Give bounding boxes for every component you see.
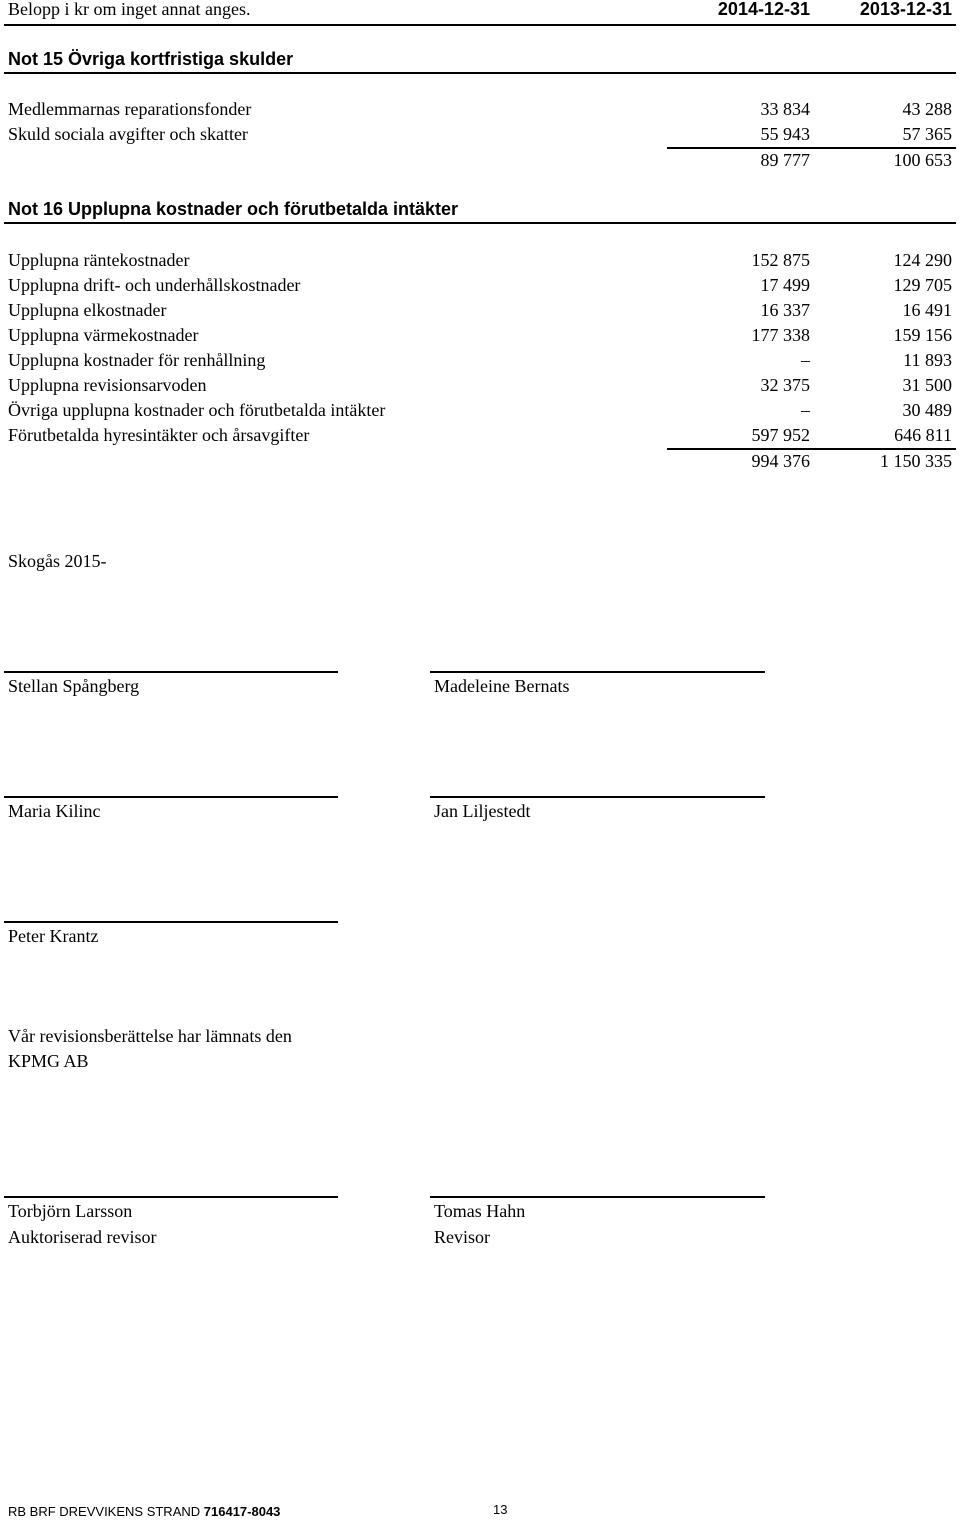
row-label: Upplupna räntekostnader: [8, 250, 190, 270]
footer-company: [8, 1504, 280, 1519]
column-header-2014: 2014-12-31: [717, 0, 810, 19]
signature-line: [430, 1196, 765, 1198]
row-label: Medlemmarnas reparationsfonder: [8, 99, 252, 119]
row-label: Förutbetalda hyresintäkter och årsavgifter: [8, 425, 310, 445]
row-value-2013: 129 705: [893, 275, 952, 295]
place-date: Skogås 2015-: [8, 551, 107, 571]
auditor-title: Revisor: [434, 1227, 490, 1247]
signatory-name: Jan Liljestedt: [434, 801, 531, 821]
row-value-2014: 17 499: [760, 275, 810, 295]
row-value-2013: 124 290: [893, 250, 952, 270]
row-value-2014: 33 834: [760, 99, 810, 119]
note16-title: Not 16 Upplupna kostnader och förutbetalda intäkter: [8, 199, 459, 219]
row-value-2014: 597 952: [751, 425, 810, 445]
row-label: Upplupna elkostnader: [8, 300, 167, 320]
signature-line: [4, 796, 338, 798]
footer-org-number: 716417-8043: [203, 1504, 281, 1519]
signature-line: [430, 671, 765, 673]
note16-total-2013: 1 150 335: [880, 451, 952, 471]
auditor-title: Auktoriserad revisor: [8, 1227, 157, 1247]
signature-line: [4, 1196, 338, 1198]
row-label: Upplupna värmekostnader: [8, 325, 199, 345]
header-rule: [4, 24, 956, 26]
note16-total-2014: 994 376: [751, 451, 810, 471]
auditor-name: Torbjörn Larsson: [8, 1201, 133, 1221]
row-value-2013: 30 489: [902, 400, 952, 420]
signatory-name: Madeleine Bernats: [434, 676, 570, 696]
row-value-2014: –: [801, 400, 810, 420]
row-value-2013: 16 491: [902, 300, 952, 320]
row-label: Skuld sociala avgifter och skatter: [8, 124, 248, 144]
row-value-2013: 31 500: [902, 375, 952, 395]
amount-note: Belopp i kr om inget annat anges.: [8, 0, 251, 19]
note15-total-2013: 100 653: [893, 150, 952, 170]
row-label: Upplupna revisionsarvoden: [8, 375, 207, 395]
column-header-2013: 2013-12-31: [859, 0, 952, 19]
signature-line: [430, 796, 765, 798]
row-value-2013: 11 893: [903, 350, 952, 370]
auditor-name: Tomas Hahn: [434, 1201, 526, 1221]
signatory-name: Stellan Spångberg: [8, 676, 140, 696]
audit-statement: Vår revisionsberättelse har lämnats den: [8, 1026, 292, 1046]
row-value-2013: 646 811: [894, 425, 952, 445]
row-value-2014: 152 875: [751, 250, 810, 270]
row-value-2013: 43 288: [902, 99, 952, 119]
row-label: Övriga upplupna kostnader och förutbetalda intäkter: [8, 400, 386, 420]
row-value-2014: 177 338: [751, 325, 810, 345]
signature-line: [4, 921, 338, 923]
row-value-2013: 57 365: [902, 124, 952, 144]
note15-total-2014: 89 777: [760, 150, 810, 170]
note15-title-rule: [4, 72, 956, 74]
row-value-2014: –: [801, 350, 810, 370]
audit-firm: KPMG AB: [8, 1051, 89, 1071]
row-value-2014: 32 375: [760, 375, 810, 395]
signatory-name: Peter Krantz: [8, 926, 99, 946]
row-label: Upplupna drift- och underhållskostnader: [8, 275, 301, 295]
page-number: 13: [493, 1502, 508, 1517]
row-value-2014: 55 943: [760, 124, 810, 144]
row-value-2013: 159 156: [893, 325, 952, 345]
footer-company-name: RB BRF DREVVIKENS STRAND: [8, 1504, 201, 1519]
row-value-2014: 16 337: [760, 300, 810, 320]
note16-title-rule: [4, 222, 956, 224]
note15-title: Not 15 Övriga kortfristiga skulder: [8, 49, 294, 69]
signature-line: [4, 671, 338, 673]
signatory-name: Maria Kilinc: [8, 801, 101, 821]
row-label: Upplupna kostnader för renhållning: [8, 350, 266, 370]
